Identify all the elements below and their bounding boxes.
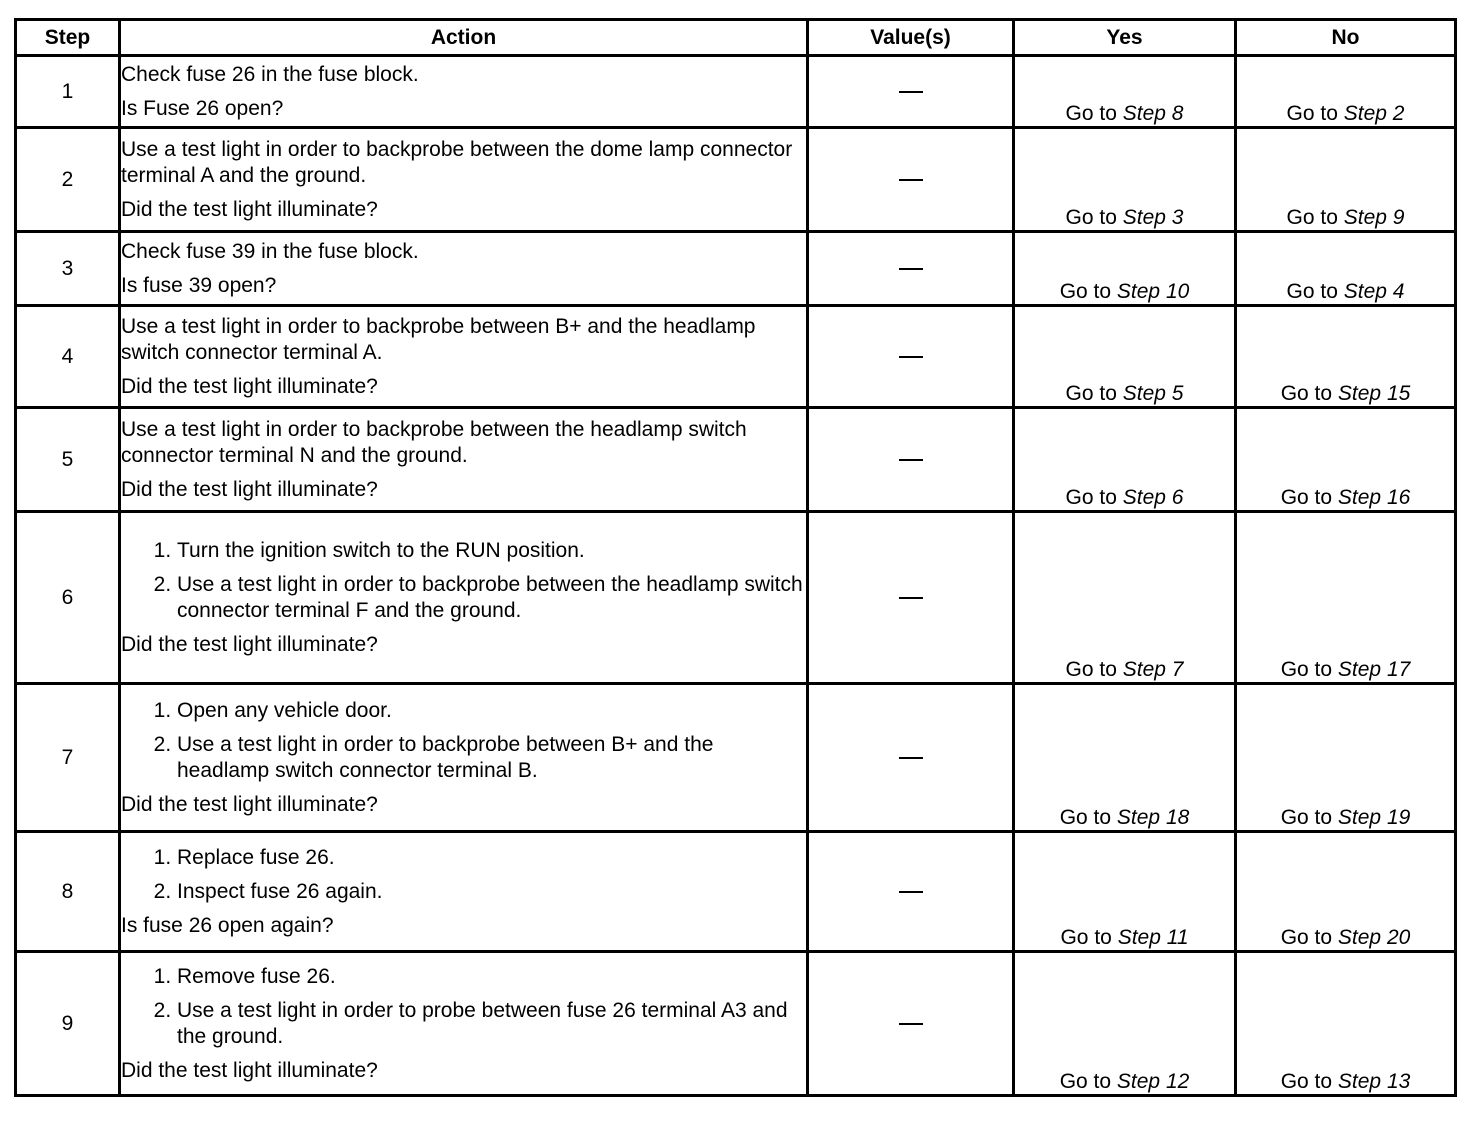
yes-goto [1060, 926, 1188, 949]
goto-prefix: Go to [1065, 658, 1117, 681]
value-cell [808, 832, 1014, 952]
yes-goto [1066, 206, 1184, 229]
yes-goto [1066, 102, 1184, 125]
step-number: 9 [16, 952, 120, 1096]
no-cell [1236, 408, 1456, 512]
step-number: 6 [16, 512, 120, 684]
goto-prefix: Go to [1065, 486, 1117, 509]
step-number: 5 [16, 408, 120, 512]
value-cell [808, 56, 1014, 128]
step-number: 3 [16, 232, 120, 306]
em-dash-mark [899, 268, 923, 270]
no-goto [1287, 102, 1405, 125]
table-row [16, 952, 1456, 1096]
step-number: 7 [16, 684, 120, 832]
no-step-link: Step 2 [1343, 102, 1405, 125]
table-row [16, 128, 1456, 232]
goto-prefix: Go to [1280, 486, 1333, 509]
action-substeps [121, 698, 806, 784]
goto-prefix: Go to [1280, 658, 1333, 681]
action-substep: 1. Remove fuse 26. [177, 964, 806, 990]
no-goto [1281, 486, 1411, 509]
action-cell [120, 952, 808, 1096]
goto-prefix: Go to [1060, 926, 1112, 949]
action-cell [120, 232, 808, 306]
action-question: Did the test light illuminate? [121, 1058, 378, 1082]
em-dash-mark [899, 757, 923, 759]
yes-cell [1014, 408, 1236, 512]
header-step: Step [16, 20, 120, 56]
value-cell [808, 306, 1014, 408]
yes-goto [1066, 382, 1184, 405]
table-row [16, 512, 1456, 684]
action-substep: 2. Use a test light in order to backprobe between the headlamp switch connector terminal F and the ground. [177, 572, 806, 624]
table-row [16, 232, 1456, 306]
action-question: Is Fuse 26 open? [121, 96, 284, 120]
yes-step-link: Step 11 [1117, 926, 1189, 949]
goto-prefix: Go to [1059, 1070, 1112, 1093]
no-goto [1281, 926, 1411, 949]
action-cell [120, 56, 808, 128]
em-dash-mark [899, 891, 923, 893]
no-cell [1236, 684, 1456, 832]
action-substeps [121, 538, 806, 624]
yes-goto [1066, 658, 1184, 681]
header-action: Action [120, 20, 808, 56]
em-dash-mark [899, 1023, 923, 1025]
no-cell [1236, 56, 1456, 128]
action-cell [120, 408, 808, 512]
value-cell [808, 684, 1014, 832]
yes-goto [1060, 806, 1190, 829]
goto-prefix: Go to [1280, 1070, 1333, 1093]
table-row [16, 832, 1456, 952]
no-cell [1236, 128, 1456, 232]
no-step-link: Step 13 [1337, 1070, 1411, 1093]
goto-prefix: Go to [1065, 102, 1117, 125]
no-cell [1236, 232, 1456, 306]
action-text: Use a test light in order to backprobe between the dome lamp connector terminal A and the ground. [121, 137, 793, 187]
action-substep: 1. Open any vehicle door. [177, 698, 806, 724]
action-question: Is fuse 39 open? [121, 273, 277, 297]
goto-prefix: Go to [1280, 926, 1333, 949]
step-number: 1 [16, 56, 120, 128]
table-row [16, 306, 1456, 408]
action-cell [120, 832, 808, 952]
goto-prefix: Go to [1065, 206, 1117, 229]
action-substep: 2. Inspect fuse 26 again. [177, 879, 806, 905]
action-cell [120, 684, 808, 832]
yes-step-link: Step 18 [1116, 806, 1190, 829]
action-substep: 1. Turn the ignition switch to the RUN position. [177, 538, 806, 564]
yes-cell [1014, 232, 1236, 306]
step-number: 8 [16, 832, 120, 952]
yes-step-link: Step 6 [1122, 486, 1184, 509]
no-step-link: Step 16 [1337, 486, 1411, 509]
yes-cell [1014, 684, 1236, 832]
diagnostic-table [14, 18, 1457, 1097]
yes-step-link: Step 8 [1122, 102, 1184, 125]
goto-prefix: Go to [1280, 382, 1333, 405]
yes-cell [1014, 832, 1236, 952]
header-row [16, 20, 1456, 56]
table-row [16, 56, 1456, 128]
no-step-link: Step 19 [1337, 806, 1411, 829]
no-goto [1281, 658, 1411, 681]
action-cell [120, 128, 808, 232]
value-cell [808, 128, 1014, 232]
no-step-link: Step 15 [1337, 382, 1411, 405]
no-step-link: Step 20 [1337, 926, 1411, 949]
no-cell [1236, 952, 1456, 1096]
goto-prefix: Go to [1280, 806, 1333, 829]
no-step-link: Step 17 [1337, 658, 1411, 681]
header-yes: Yes [1014, 20, 1236, 56]
action-question: Did the test light illuminate? [121, 374, 378, 398]
no-goto [1281, 382, 1411, 405]
action-question: Did the test light illuminate? [121, 792, 378, 816]
no-goto [1281, 1070, 1411, 1093]
yes-goto [1066, 486, 1184, 509]
value-cell [808, 408, 1014, 512]
yes-step-link: Step 10 [1116, 280, 1190, 303]
goto-prefix: Go to [1286, 206, 1338, 229]
action-question: Is fuse 26 open again? [121, 913, 334, 937]
action-substep: 2. Use a test light in order to probe between fuse 26 terminal A3 and the ground. [177, 998, 806, 1050]
yes-cell [1014, 56, 1236, 128]
no-goto [1287, 280, 1405, 303]
table-body [16, 56, 1456, 1096]
no-goto [1287, 206, 1405, 229]
goto-prefix: Go to [1286, 280, 1338, 303]
yes-goto [1060, 1070, 1190, 1093]
step-number: 4 [16, 306, 120, 408]
header-no: No [1236, 20, 1456, 56]
yes-cell [1014, 952, 1236, 1096]
yes-step-link: Step 7 [1122, 658, 1184, 681]
no-cell [1236, 306, 1456, 408]
action-substep: 2. Use a test light in order to backprobe between B+ and the headlamp switch connector terminal B. [177, 732, 806, 784]
value-cell [808, 952, 1014, 1096]
action-text: Use a test light in order to backprobe between the headlamp switch connector terminal N and the ground. [121, 417, 747, 467]
table-row [16, 408, 1456, 512]
action-text: Use a test light in order to backprobe between B+ and the headlamp switch connector terminal A. [121, 314, 756, 364]
action-text: Check fuse 39 in the fuse block. [121, 239, 419, 263]
goto-prefix: Go to [1059, 280, 1112, 303]
em-dash-mark [899, 597, 923, 599]
yes-step-link: Step 5 [1122, 382, 1184, 405]
yes-step-link: Step 3 [1122, 206, 1184, 229]
action-substep: 1. Replace fuse 26. [177, 845, 806, 871]
value-cell [808, 512, 1014, 684]
action-question: Did the test light illuminate? [121, 477, 378, 501]
no-cell [1236, 512, 1456, 684]
action-cell [120, 306, 808, 408]
yes-goto [1060, 280, 1190, 303]
action-question: Did the test light illuminate? [121, 197, 378, 221]
goto-prefix: Go to [1286, 102, 1338, 125]
no-step-link: Step 4 [1343, 280, 1405, 303]
no-step-link: Step 9 [1343, 206, 1405, 229]
action-text: Check fuse 26 in the fuse block. [121, 62, 419, 86]
yes-cell [1014, 512, 1236, 684]
action-substeps [121, 845, 806, 905]
header-values: Value(s) [808, 20, 1014, 56]
action-question: Did the test light illuminate? [121, 632, 378, 656]
value-cell [808, 232, 1014, 306]
action-substeps [121, 964, 806, 1050]
em-dash-mark [899, 179, 923, 181]
em-dash-mark [899, 91, 923, 93]
step-number: 2 [16, 128, 120, 232]
action-cell [120, 512, 808, 684]
table-row [16, 684, 1456, 832]
goto-prefix: Go to [1059, 806, 1112, 829]
em-dash-mark [899, 356, 923, 358]
em-dash-mark [899, 459, 923, 461]
goto-prefix: Go to [1065, 382, 1117, 405]
yes-step-link: Step 12 [1116, 1070, 1190, 1093]
no-goto [1281, 806, 1411, 829]
no-cell [1236, 832, 1456, 952]
yes-cell [1014, 128, 1236, 232]
yes-cell [1014, 306, 1236, 408]
